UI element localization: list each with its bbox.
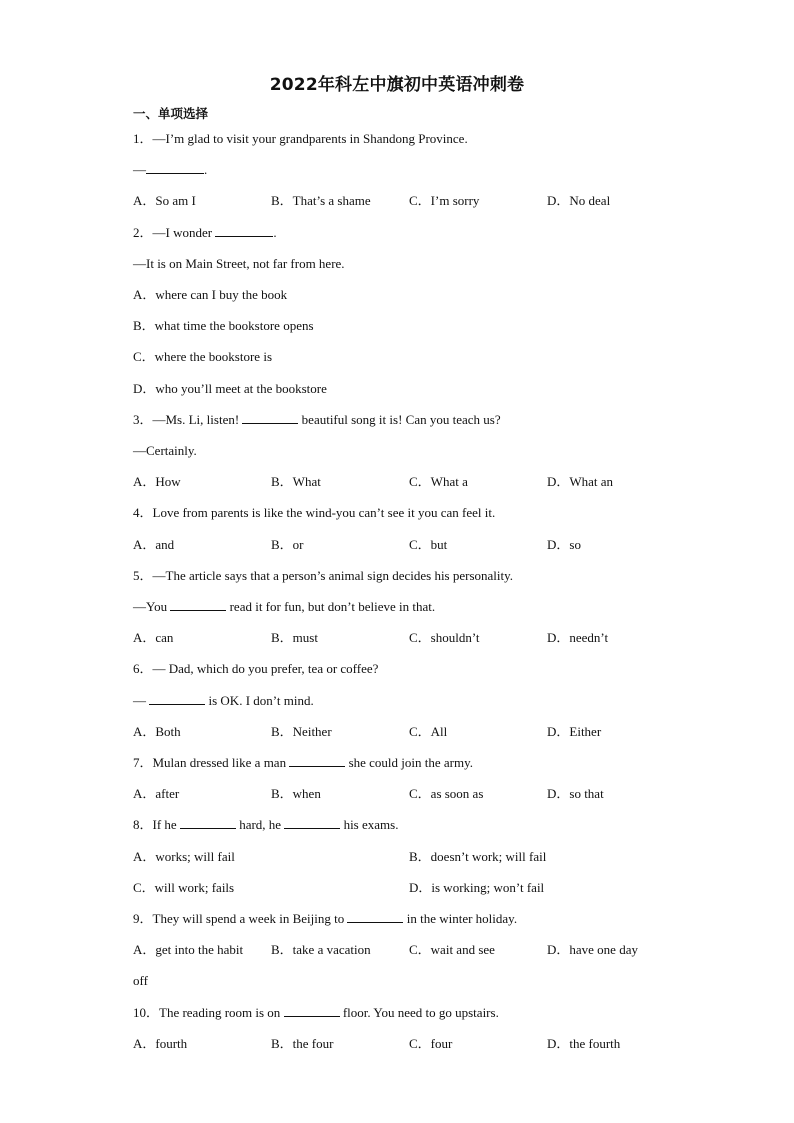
answer-blank [146,162,204,174]
prompt-end: she could join the army. [345,755,474,770]
question-9-option-a: A．get into the habit [133,942,244,957]
question-7-option-d: D．so that [547,786,604,801]
reply-end: read it for fun, but don’t believe in that. [226,599,436,614]
question-1-option-b: B．That’s a shame [271,193,371,208]
question-3-option-c: C．What a [409,474,468,489]
question-3-option-b: B．What [271,474,321,489]
question-4-prompt: 4．Love from parents is like the wind-you can’t see it you can feel it. [133,505,496,520]
prompt-end: his exams. [340,817,399,832]
question-6-option-c: C．All [409,724,448,739]
question-1-option-a: A．So am I [133,193,196,208]
question-4-option-a: A．and [133,537,175,552]
question-7-prompt [133,755,473,771]
prompt-end: beautiful song it is! Can you teach us? [298,412,501,427]
reply-end: is OK. I don’t mind. [205,693,314,708]
answer-blank-2 [284,817,340,829]
answer-blank [170,599,226,611]
question-8-option-c: C．will work; fails [133,880,235,895]
prompt-start: 2．—I wonder [133,225,216,240]
question-9-option-d: D．have one day [547,942,638,957]
question-8-option-b: B．doesn’t work; will fail [409,849,547,864]
question-3-option-a: A．How [133,474,181,489]
prompt-start: 9．They will spend a week in Beijing to [133,911,348,926]
question-10-prompt [133,1005,499,1021]
reply-end: . [204,162,208,177]
question-1-option-c: C．I’m sorry [409,193,480,208]
question-1-prompt: 1．—I’m glad to visit your grandparents in Shandong Province. [133,131,468,146]
question-2-option-b: B．what time the bookstore opens [133,318,314,333]
answer-blank [242,412,298,424]
question-4-option-d: D．so [547,537,581,552]
question-6-prompt: 6．— Dad, which do you prefer, tea or coffee? [133,661,379,676]
question-8-option-d: D．is working; won’t fail [409,880,545,895]
question-10-option-d: D．the fourth [547,1036,621,1051]
reply-start: — [133,693,150,708]
question-3-option-d: D．What an [547,474,614,489]
question-7-option-c: C．as soon as [409,786,484,801]
question-6-reply [133,693,314,709]
question-2-option-a: A．where can I buy the book [133,287,288,302]
prompt-end: floor. You need to go upstairs. [339,1005,499,1020]
answer-blank [215,225,273,237]
question-7-option-b: B．when [271,786,321,801]
prompt-end: . [273,225,277,240]
question-2-reply: —It is on Main Street, not far from here. [133,256,345,271]
question-9-option-b: B．take a vacation [271,942,371,957]
question-3-prompt [133,412,501,428]
question-1-option-d: D．No deal [547,193,611,208]
answer-blank-1 [180,817,236,829]
question-5-reply [133,599,435,615]
question-3-reply: —Certainly. [133,443,197,458]
question-1-reply [133,162,207,178]
question-8-prompt [133,817,398,833]
question-9-prompt [133,911,517,927]
answer-blank [149,693,205,705]
question-4-option-c: C．but [409,537,448,552]
answer-blank [284,1005,340,1017]
prompt-start: 10．The reading room is on [133,1005,284,1020]
question-2-prompt [133,225,277,241]
reply-start: —You [133,599,171,614]
question-5-option-d: D．needn’t [547,630,609,645]
question-6-option-b: B．Neither [271,724,332,739]
prompt-end: in the winter holiday. [403,911,518,926]
reply-dash: — [133,162,146,177]
answer-blank [289,755,345,767]
prompt-start: 8．If he [133,817,180,832]
question-5-option-c: C．shouldn’t [409,630,480,645]
question-8-option-a: A．works; will fail [133,849,235,864]
question-7-option-a: A．after [133,786,180,801]
prompt-mid: hard, he [235,817,285,832]
exam-title: 2022年科左中旗初中英语冲刺卷 [269,75,525,95]
prompt-start: 7．Mulan dressed like a man [133,755,290,770]
question-2-option-c: C．where the bookstore is [133,349,273,364]
question-6-option-a: A．Both [133,724,181,739]
question-9-option-c: C．wait and see [409,942,495,957]
section-heading: 一、单项选择 [133,106,209,121]
question-10-option-a: A．fourth [133,1036,188,1051]
question-4-option-b: B．or [271,537,304,552]
question-5-option-b: B．must [271,630,318,645]
question-10-option-b: B．the four [271,1036,334,1051]
question-6-option-d: D．Either [547,724,602,739]
prompt-start: 3．—Ms. Li, listen! [133,412,243,427]
answer-blank [347,911,403,923]
question-2-option-d: D．who you’ll meet at the bookstore [133,381,327,396]
question-5-prompt: 5．—The article says that a person’s animal sign decides his personality. [133,568,514,583]
question-9-option-d-wrap: off [133,973,148,988]
question-10-option-c: C．four [409,1036,453,1051]
question-5-option-a: A．can [133,630,174,645]
